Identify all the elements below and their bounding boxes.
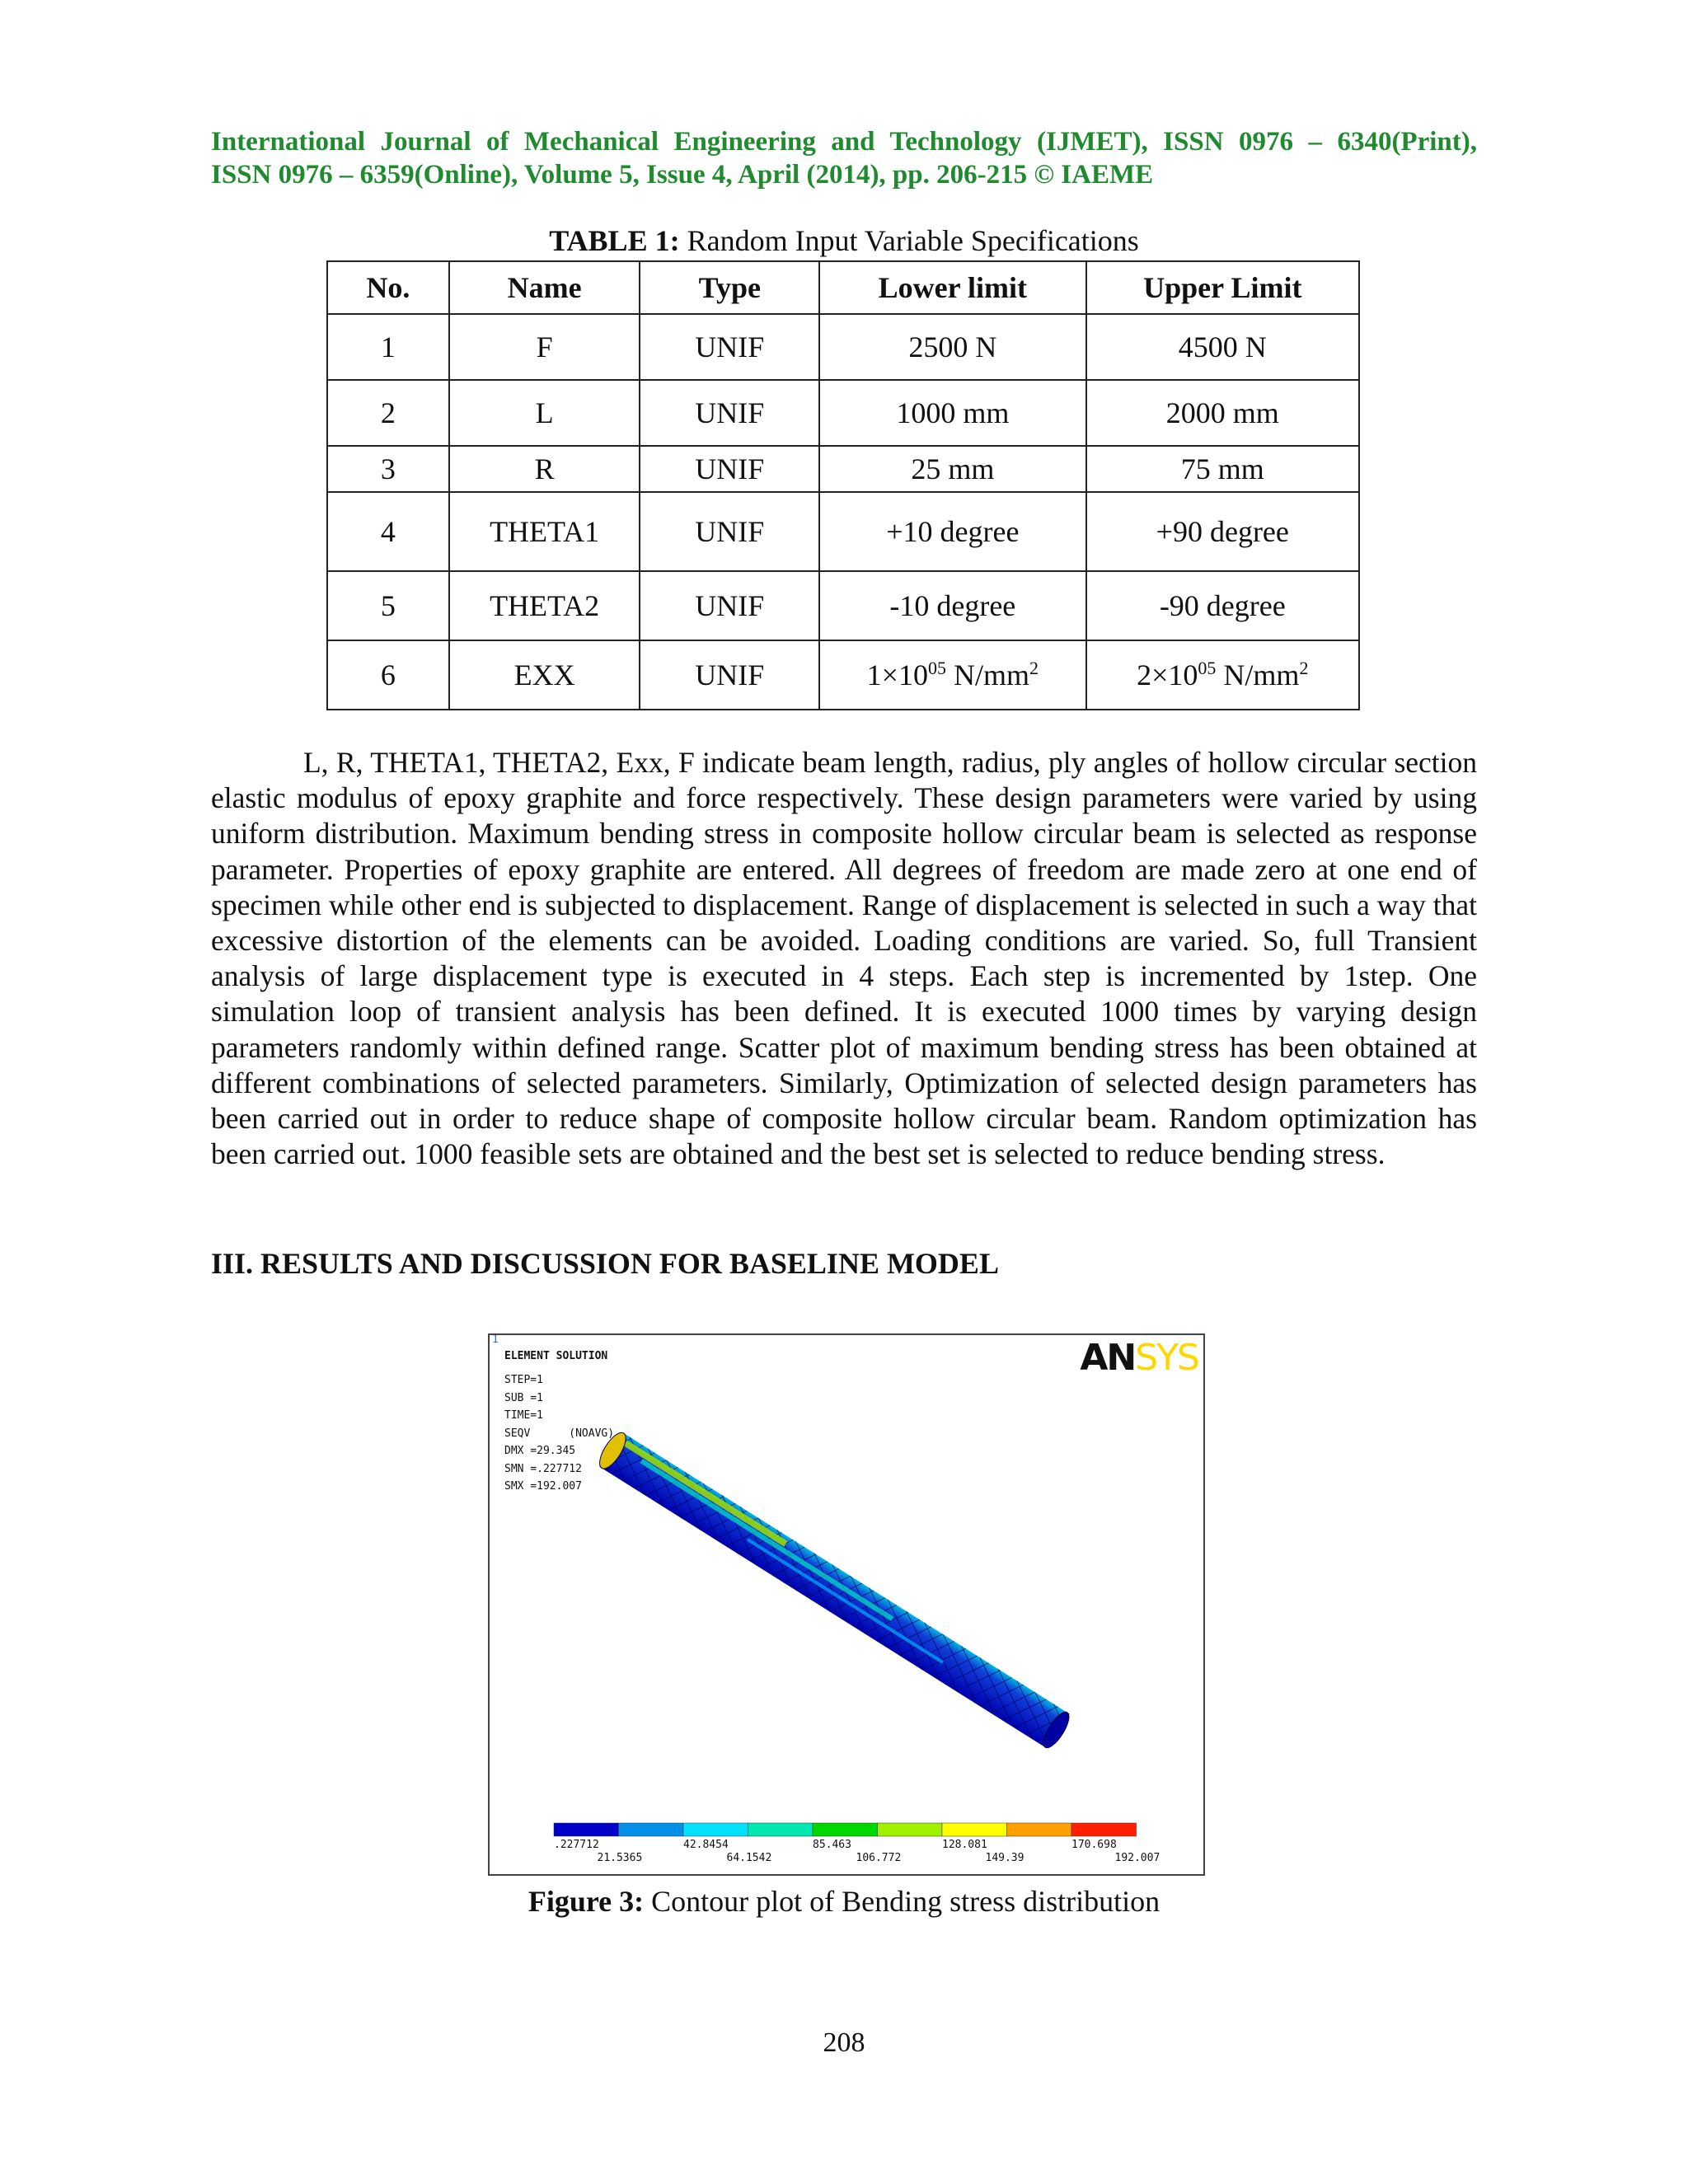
legend-swatch (748, 1823, 814, 1836)
label-sub: SUB =1 (504, 1391, 543, 1404)
cell-upper: 2000 mm (1086, 380, 1359, 446)
label-seqv: SEQV (NOAVG) (504, 1427, 615, 1440)
legend-swatch (813, 1823, 878, 1836)
table-caption (211, 223, 1477, 259)
cell-no: 3 (327, 446, 449, 492)
cell-type: UNIF (640, 380, 819, 446)
table-caption-text: Random Input Variable Specifications (679, 224, 1139, 257)
legend-swatch (683, 1823, 748, 1836)
cell-type: UNIF (640, 640, 819, 710)
legend-swatch (554, 1823, 619, 1836)
legend-swatch (1071, 1823, 1137, 1836)
legend-tick-label: 149.39 (985, 1852, 1025, 1864)
logo-sys: SYS (1135, 1337, 1198, 1379)
lower-unit: N/mm (945, 658, 1029, 691)
cell-lower: 2500 N (819, 314, 1085, 380)
legend-tick-label: 64.1542 (726, 1852, 772, 1864)
upper-exp: 05 (1198, 658, 1217, 678)
logo-an: AN (1080, 1337, 1136, 1379)
table-row (327, 446, 1359, 492)
cell-name: THETA1 (449, 492, 640, 571)
cell-type: UNIF (640, 492, 819, 571)
ansys-contour-figure (488, 1333, 1205, 1876)
upper-unit: N/mm (1216, 658, 1300, 691)
col-header-upper: Upper Limit (1086, 261, 1359, 314)
header-line-1: International Journal of Mechanical Engineering and Technology (IJMET), ISSN 0976 – 6340(Print), (211, 127, 1477, 157)
legend-bars (554, 1823, 1137, 1836)
table-row (327, 640, 1359, 710)
paragraph-text: L, R, THETA1, THETA2, Exx, F indicate beam length, radius, ply angles of hollow circular section elastic modulus of epoxy graphite and force respectively. These design parameters were varied by using uniform distribution. Maximum bending stress in composite hollow circular beam is selected as response parameter. Properties of epoxy graphite are entered. All degrees of freedom are made zero at one end of specimen while other end is subjected to displacement. Range of displacement is selected in such a way that excessive distortion of the elements can be avoided. Loading conditions are varied. So, full Transient analysis of large displacement type is executed in 4 steps. Each step is incremented by 1step. One simulation loop of transient analysis has been defined. It is executed 1000 times by varying design parameters randomly within defined range. Scatter plot of maximum bending stress has been obtained at different combinations of selected parameters. Similarly, Optimization of selected design parameters has been carried out in order to reduce shape of composite hollow circular beam. Random optimization has been carried out. 1000 feasible sets are obtained and the best set is selected to reduce bending stress. (211, 746, 1477, 1171)
legend-top-labels (554, 1839, 1117, 1851)
table-caption-label: TABLE 1: (549, 224, 680, 257)
cell-type: UNIF (640, 314, 819, 380)
upper-base: 2×10 (1137, 658, 1198, 691)
legend-tick-label: 106.772 (856, 1852, 902, 1864)
legend-tick-label: 192.007 (1114, 1852, 1160, 1864)
figure-caption (211, 1884, 1477, 1919)
upper-unit-exp: 2 (1299, 658, 1309, 678)
journal-header (211, 125, 1477, 191)
random-input-table (326, 260, 1360, 710)
cell-name: EXX (449, 640, 640, 710)
lower-unit-exp: 2 (1029, 658, 1039, 678)
cell-upper: -90 degree (1086, 571, 1359, 640)
cell-lower: +10 degree (819, 492, 1085, 571)
col-header-no: No. (327, 261, 449, 314)
cell-type: UNIF (640, 446, 819, 492)
cell-lower: 1000 mm (819, 380, 1085, 446)
col-header-name: Name (449, 261, 640, 314)
legend-swatch (619, 1823, 684, 1836)
figure-title: ELEMENT SOLUTION (504, 1350, 608, 1362)
label-dmx: DMX =29.345 (504, 1445, 576, 1457)
page-number: 208 (823, 2027, 865, 2058)
cell-upper: +90 degree (1086, 492, 1359, 571)
cell-upper: 75 mm (1086, 446, 1359, 492)
cell-lower (819, 640, 1085, 710)
legend-tick-label: 42.8454 (683, 1839, 729, 1851)
cell-no: 4 (327, 492, 449, 571)
legend-swatch (878, 1823, 943, 1836)
label-step: STEP=1 (504, 1374, 543, 1386)
table-row (327, 492, 1359, 571)
figure-caption-text: Contour plot of Bending stress distribution (644, 1885, 1160, 1918)
legend-tick-label: 85.463 (813, 1839, 851, 1851)
cell-upper: 4500 N (1086, 314, 1359, 380)
legend-tick-label: 170.698 (1071, 1839, 1117, 1851)
label-smx: SMX =192.007 (504, 1480, 582, 1493)
legend-bottom-labels (598, 1852, 1160, 1864)
header-line-2: ISSN 0976 – 6359(Online), Volume 5, Issue 4, April (2014), pp. 206-215 © IAEME (211, 160, 1154, 190)
figure-caption-label: Figure 3: (528, 1885, 645, 1918)
cell-upper (1086, 640, 1359, 710)
cell-name: L (449, 380, 640, 446)
figure-corner-mark: 1 (492, 1333, 499, 1346)
section-heading: III. RESULTS AND DISCUSSION FOR BASELINE MODEL (211, 1247, 999, 1280)
cell-type: UNIF (640, 571, 819, 640)
cell-no: 6 (327, 640, 449, 710)
lower-base: 1×10 (866, 658, 928, 691)
label-smn: SMN =.227712 (504, 1462, 582, 1475)
cell-no: 2 (327, 380, 449, 446)
table-header-row (327, 261, 1359, 314)
legend-tick-label: 128.081 (942, 1839, 987, 1851)
cell-no: 5 (327, 571, 449, 640)
legend-tick-label: 21.5365 (597, 1852, 643, 1864)
cell-no: 1 (327, 314, 449, 380)
table-row (327, 314, 1359, 380)
label-time: TIME=1 (504, 1409, 543, 1422)
cell-name: THETA2 (449, 571, 640, 640)
lower-exp: 05 (927, 658, 946, 678)
legend-tick-label: .227712 (554, 1839, 599, 1851)
color-legend (490, 1335, 1203, 1874)
table-row (327, 380, 1359, 446)
body-paragraph (211, 745, 1477, 1172)
col-header-type: Type (640, 261, 819, 314)
cell-lower: 25 mm (819, 446, 1085, 492)
col-header-lower: Lower limit (819, 261, 1085, 314)
legend-swatch (1007, 1823, 1072, 1836)
cell-name: R (449, 446, 640, 492)
cell-lower: -10 degree (819, 571, 1085, 640)
cell-name: F (449, 314, 640, 380)
table-row (327, 571, 1359, 640)
legend-swatch (942, 1823, 1007, 1836)
